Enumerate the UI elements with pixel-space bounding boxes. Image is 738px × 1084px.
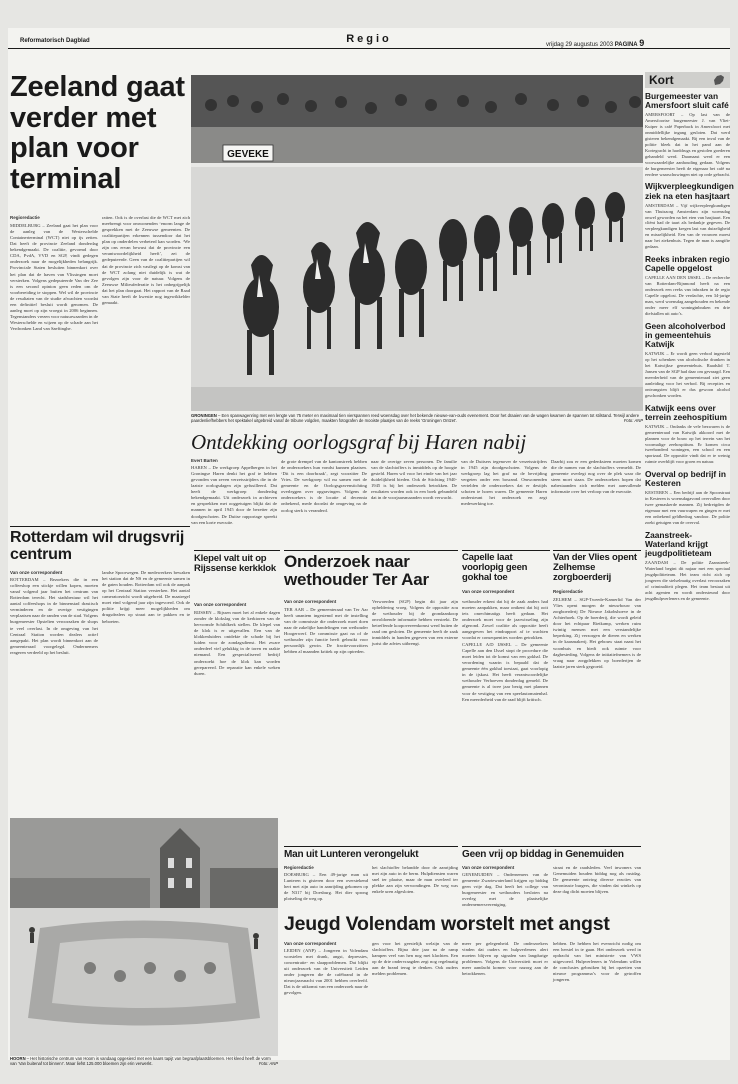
hoorn-photo-credit: Foto: ANP bbox=[258, 1061, 278, 1067]
lunteren-kicker: Regioredactie bbox=[284, 865, 314, 870]
oorlogsgraf-column-5: Daarbij zou er een gedenksteen moeten komen die de namen van de slachtoffers vermeldt. De gemeente overlegt nog over de plek waar die steen moet staan. De onderzoekers hopen dat nabestaanden zich melden met aanvullende informatie over het verloop van de executie. bbox=[551, 459, 641, 495]
klepel-text: RIJSSEN – Rijssen moet het al enkele dagen zonder de klokslag van de kerktoren van de hervormde Schildkerk stellen. De klepel van de klok is er uitgevallen. Een van de klokkenluiders ontdekte de schade bij het luiden voor de zondagsdienst. Het zware onderdeel viel gelukkig in de toren en raakte niemand. Een gespecialiseerd bedrijf onderzoekt hoe de klok kan worden gerepareerd. De reparatie kan enkele weken duren. bbox=[194, 610, 280, 676]
kort-item-4-headline: Geen alcoholverbod in gemeentehuis Katwijk bbox=[645, 320, 726, 349]
kort-item-5 bbox=[645, 404, 730, 466]
dateline-date: vrijdag 29 augustus 2003 bbox=[546, 42, 614, 48]
oorlogsgraf-column-4: van de Duitsers tegenover de verzetsstrijders in 1945 zijn doodgeschoten. Volgens de werkgroep lag het graf na de bevrijding vergeten onder een bosrand. Omwonenden vertelden de onderzoekers dat er destijds schoten te horen waren. De gemeente Haren ondersteunt het onderzoek en zegt medewerking toe. bbox=[461, 459, 547, 507]
photo-caption bbox=[191, 413, 643, 424]
kort-item-2-text: AMSTERDAM – Vijf wijkverpleegkundigen van Thuiszorg Amsterdam zijn woensdag onwel geworden na het eten van hasjtaart. Een cliënt had de taart als bedankje gegeven. De verpleegkundigen kregen last van duizeligheid en misselijkheid. Een van de vrouwen moest naar het ziekenhuis. Tegen de man is aangifte gedaan. bbox=[645, 202, 730, 250]
section-title: Regio bbox=[346, 33, 392, 45]
oorlogsgraf-column-2: de grote drempel van de kantonstreek hebben de onderzoekers hun vondst kunnen plaatsen. ‘Dit is een doorbraak’, zegt voorzitter De Vries. De werkgroep wil nu samen met de gemeente en de Oorlogsgravenstichting overleggen over opgravingen. Volgens de onderzoekers is de locatie al decennia onbekend, mede doordat de omgeving na de oorlog sterk is veranderd. bbox=[281, 459, 367, 513]
kort-item-5-headline: Katwijk eens over terrein zeehospitium bbox=[645, 402, 727, 422]
oorlogsgraf-headline-box bbox=[191, 430, 643, 456]
lunteren-column-2: het slachtoffer belandde door de aanrijding met zijn auto in de berm. Hulpdiensten waren snel ter plaatse, maar de man overleed ter plekke aan zijn verwondingen. De weg was enkele uren afgesloten. bbox=[372, 865, 458, 895]
capelle-rule bbox=[462, 550, 550, 551]
volendam-column-1: LEIDEN (ANP) – Jongeren in Volendam worstelen met drank, angst, depressies, concentratie- en slaapproblemen. Dat blijkt uit onderzoek van de Universiteit Leiden onder jongeren die de cafébrand in de nieuwjaarsnacht van 2001 hebben overleefd. Dat is de uitkomst van een onderzoek naar de gevolgen. bbox=[284, 948, 368, 996]
lunteren-headline-box bbox=[284, 850, 458, 863]
kort-item-1-text: AMERSFOORT – Op last van de Amersfoortse burgemeester J. van Vliet-Kuiper is café Paperback in Amersfoort met onmiddellijke ingang gesloten. Dat werd gisteren bekendgemaakt. Bij een inval van de politie bleek dat in het pand aan de Kortegracht in harddrugs en gestolen goederen gehandeld werd. Daarnaast werd er een voorwaardelijke aanhouding gedaan. Volgens de burgemeester heeft de eigenaar het café na eerdere waarschuwingen niet op orde gebracht. bbox=[645, 112, 730, 177]
kort-item-2-headline: Wijkverpleegkundigen ziek na eten hasjtaart bbox=[645, 181, 734, 201]
lead-headline-box bbox=[10, 72, 190, 212]
oorlogsgraf-headline: Ontdekking oorlogsgraf bij Haren nabij bbox=[191, 430, 527, 454]
kort-item-4 bbox=[645, 322, 730, 399]
kort-title: Kort bbox=[649, 73, 674, 87]
page-label: PAGINA bbox=[614, 42, 638, 48]
hoorn-caption-text: – Het historische centrum van Hoorn is vandaag opgesierd met een kaars tapijt van begraafplaatsbloemen. Het kleed heeft de vorm van ‘Van buitenaf tot binnen!’. Maar liefst 125.000 bloemen zijn erin verwerkt. bbox=[10, 1056, 271, 1067]
rotterdam-column-2: landse Spoorwegen. De medewerkers bewaken het station dat de NS en de gemeente samen in de gaten houden. Rotterdam wil ook de aanpak op het Centraal Station versterken. Het aantal cameratoezicht wordt uitgebreid. De maatregel moet eind volgend jaar zijn ingevoerd. Ook de politie krijgt meer mogelijkheden om drugsdealers op straat aan te pakken en te beboeten. bbox=[102, 570, 190, 624]
ter-aar-column-2: Verwoerden (SGP) begin dit jaar zijn opheldering vroeg. Volgens de oppositie zou de wethouder bij de grondaankoop onvoldoende informatie hebben verstrekt. De betreffende koopovereenkomst werd buiten de raad om gesloten. De gemeente heeft de zaak inmiddels in handen gegeven van een externe jurist die advies uitbrengt. bbox=[372, 599, 458, 647]
kort-item-1-headline: Burgemeester van Amersfoort sluit café bbox=[645, 91, 729, 111]
kort-item-3-headline: Reeks inbraken regio Capelle opgelost bbox=[645, 254, 730, 274]
rotterdam-kicker: Van onze correspondent bbox=[10, 570, 63, 575]
kort-column bbox=[645, 91, 734, 1084]
van-der-vlies-kicker: Regioredactie bbox=[553, 589, 583, 594]
kort-item-3 bbox=[645, 255, 730, 317]
kort-item-1 bbox=[645, 92, 730, 177]
hoorn-photo bbox=[10, 818, 278, 1056]
biddag-rule bbox=[462, 846, 641, 847]
van-der-vlies-headline: Van der Vlies opent Zelhemse zorgboerderij bbox=[553, 552, 637, 584]
biddag-headline-box bbox=[462, 850, 641, 863]
hoorn-caption-label: HOORN bbox=[10, 1056, 26, 1061]
page-number: 9 bbox=[639, 38, 645, 48]
horse-race-image bbox=[191, 75, 643, 411]
volendam-headline: Jeugd Volendam worstelt met angst bbox=[284, 913, 610, 935]
biddag-column-1: GENEMUIDEN – Ondernemers van de gemeente Zwartewaterland krijgen op biddag geen vrije dag. Dat heeft het college van burgemeester en wethouders besloten na overleg met de plaatselijke ondernemersvereniging. bbox=[462, 872, 548, 908]
kort-item-4-text: KATWIJK – Er wordt geen verbod ingesteld op het schenken van alcoholische dranken in het Katwijkse gemeentehuis. Raadslid T. Jansen van de SGP had daar om gevraagd. Een meerderheid van de gemeenteraad ziet geen aanleiding voor het verbod. Bij recepties en ontvangsten blijft er dus gewoon alcohol geschonken worden. bbox=[645, 351, 730, 398]
ter-aar-rule bbox=[284, 550, 458, 551]
biddag-kicker: Van onze correspondent bbox=[462, 865, 515, 870]
van-der-vlies-headline-box bbox=[553, 553, 641, 587]
lead-kicker: Regioredactie bbox=[10, 215, 40, 220]
oorlogsgraf-column-1: HAREN – De werkgroep Appelbergen in het Groningse Haren denkt het graf te hebben gevonden van zeven verzetsstrijders die in de laatste oorlogsdagen zijn gefusilleerd. Dat heeft de werkgroep donderdag bekendgemaakt. Uit onderzoek in archieven en gesprekken met ooggetuigen blijkt dat de mannen in april 1945 door de bezetter zijn doodgeschoten. De Duitse rapportage spreekt van een korte executie. bbox=[191, 465, 277, 525]
volendam-column-4: hebben. De hebben het evenwicht nodig om een herstel in te gaan. Het onderzoek werd in opdracht van het ministerie van VWS uitgevoerd. Hulpverleners in Volendam willen de conclusies gebruiken bij het opzetten van nieuwe programma’s voor de getroffen jongeren. bbox=[553, 941, 641, 983]
lead-headline: Zeeland gaat verder met plan voor terminal bbox=[10, 71, 185, 196]
volendam-column-2: gen voor het geestelijk welzijn van de slachtoffers. Bijna drie jaar na de ramp kampen veel van hen nog met klachten. Een op de drie ondervraagden zegt nog regelmatig aan de brand terug te denken. Ook ouders melden problemen. bbox=[372, 941, 458, 977]
biddag-column-2: straat en de raadsleden. Veel inwoners van Genemuiden houden biddag nog als rustdag. De gemeente ontving diverse reacties van verontruste burgers, die vinden dat winkels op deze dag dicht moeten blijven. bbox=[553, 865, 641, 895]
lunteren-headline: Man uit Lunteren verongelukt bbox=[284, 849, 419, 860]
kort-item-7-headline: Zaanstreek-Waterland krijgt jeugdpolitieteam bbox=[645, 530, 712, 559]
klepel-headline-box bbox=[194, 554, 280, 598]
rotterdam-headline: Rotterdam wil drugsvrij centrum bbox=[10, 529, 185, 563]
geveke-banner: GEVEKE bbox=[227, 149, 269, 160]
kort-item-5-text: KATWIJK – Ondanks de vele bezwaren is de gemeenteraad van Katwijk akkoord met de plannen voor de bouw op het terrein van het voormalige zeehospitium. Er komen circa tweehonderd woningen, een school en een sportzaal. De oppositie vindt dat er te weinig ruimte overblijft voor groen en natuur. bbox=[645, 423, 730, 465]
hoorn-photo-caption bbox=[10, 1056, 278, 1067]
photo-caption-label: GRONINGEN bbox=[191, 413, 217, 418]
kort-item-7 bbox=[645, 531, 730, 602]
kort-item-2 bbox=[645, 181, 734, 250]
header-rule bbox=[8, 48, 730, 49]
dateline bbox=[546, 38, 644, 48]
lunteren-rule bbox=[284, 846, 458, 847]
photo-credit: Foto: ANP bbox=[623, 418, 643, 424]
rotterdam-rule bbox=[10, 526, 190, 527]
ter-aar-headline: Onderzoek naar wethouder Ter Aar bbox=[284, 552, 429, 590]
volendam-headline-box bbox=[284, 914, 641, 940]
capelle-headline-box bbox=[462, 553, 550, 587]
ter-aar-kicker: Van onze correspondent bbox=[284, 599, 337, 604]
lead-column-1: MIDDELBURG – Zeeland gaat het plan voor de aanleg van de Westerschelde Containerterminal (WCT) niet op ijs zetten. Dat heeft de provincie Zeeland donderdag bekendgemaakt. De coalitie, gevormd door CDA, PvdA, VVD en SGP, vindt gedegen onderzoek naar de mogelijkheden belangrijk. Provinciale Staten besluiten binnenkort over het plan dat de haven van Vlissingen moet versterken. Volgens gedeputeerde Van der Zee is een second opinion geen reden om de voorbereiding te stoppen. Wel wil de provincie de resultaten van de studie afwachten voordat een definitief besluit wordt genomen. De aanleg moet op zijn vroegst in 2006 beginnen. Tegenstanders vrezen voor natuurwaarden in de Westerschelde en wijzen op de schade aan het Verdronken Land van Saeftinghe. bbox=[10, 223, 98, 332]
capelle-headline: Capelle laat voorlopig geen gokhal toe bbox=[462, 552, 528, 584]
hoorn-flower-carpet-image bbox=[10, 818, 278, 1056]
volendam-column-3: meer per gelegenheid. De onderzoekers vinden dat ouders en hulpverleners alert moeten blijven op signalen van langdurige problemen. Volgens de Universiteit moet er meer aandacht komen voor nazorg aan de betrokkenen. bbox=[462, 941, 548, 977]
rotterdam-headline-box bbox=[10, 530, 190, 568]
kort-item-6 bbox=[645, 470, 730, 526]
oorlogsgraf-kicker: Evert Barten bbox=[191, 458, 218, 463]
biddag-headline: Geen vrij op biddag in Genemuiden bbox=[462, 849, 624, 860]
lead-column-2: ratten. Ook is de overlast die de WCT met zich meebrengt voor omwonenden ‘enorm lange de gesprekken met de Zeeuwse gemeenten. De coalitiepartijen erkennen tussendoor dat het plan op onderdelen verbeterd kan worden. ‘We zijn ons ervan bewust dat de provincie een verantwoordelijkheid heeft’, zei de gedeputeerde. Geen van de coalitiepartijen wil dat de provincie zich vastlegt op de komst van de WCT zolang niet duidelijk is wat de gevolgen zijn voor de natuur. Volgens de Zeeuwse Milieufederatie is het onbegrijpelijk dat het plan doorgaat. Het rapport van de Raad van State heeft de kwestie nog ingewikkelder gemaakt. bbox=[102, 215, 190, 305]
capelle-text: CAPELLE A/D IJSSEL – De gemeente Capelle aan den IJssel stopt de procedure die moet leiden tot de komst van een gokhal. De verordening waarin is bepaald dat de gemeente één gokhal toestaat, gaat voorlopig in de ijskast. Het heeft verantwoordelijke wethouder Verhoeven donderdag gemeld. De gemeente is al twee jaar bezig met plannen voor de vestiging van een speelautomatenhal. Een meerderheid van de raad blijft kritisch. bbox=[462, 642, 548, 702]
ter-aar-column-3: wethouder erkent dat hij de zaak anders had moeten aanpakken, maar ontkent dat hij ooit iets onrechtmatigs heeft gedaan. Het onderzoek moet voor de jaarwisseling zijn afgerond. Zowel coalitie als oppositie heeft aangegeven het eindrapport af te wachten voordat er consequenties worden getrokken. bbox=[462, 599, 548, 641]
van-der-vlies-rule bbox=[553, 550, 641, 551]
photo-caption-text: – Een spanwagenring met een lengte van 75 meter en maximaal tien vierspannen reed woensdag over het bekende nieuwe-van-ouds evenement. Door het draaien van de wagen kwamen de spannen tot stilstand. Terwijl andere paardenliefhebbers het spektakel uitgebreid vanaf de tribune volgden, maakten fotografen de mooiste plaatjes van de reeks ‘Groningen Ontzet’. bbox=[191, 413, 640, 424]
lunteren-column-1: DOESBURG – Een 49-jarige man uit Lunteren is gisteren door een overstekend hert met zijn auto in aanrijding gekomen op de N317 bij Doesburg. Het dier sprong plotseling de weg op. bbox=[284, 872, 368, 902]
klepel-rule bbox=[194, 550, 280, 551]
kort-item-7-text: ZAANDAM – De politie Zaanstreek-Waterland begint dit najaar met een speciaal jeugdpolitieteam. Het team richt zich op jongeren die stelselmatig overlast veroorzaken of criminaliteit plegen. Het team bestaat uit acht agenten en wordt ondersteund door jeugdhulpverleners en de gemeente. bbox=[645, 560, 730, 601]
netherlands-map-icon bbox=[712, 74, 726, 86]
ter-aar-headline-box bbox=[284, 553, 458, 597]
rotterdam-column-1: ROTTERDAM – Bezoekers die in een coffeeshop een stickje willen kopen, moeten vanaf volgend jaar buiten het centrum van Rotterdam terecht. Het stadsbestuur wil het aantal coffeeshops in de binnenstad drastisch verminderen en de overige vestigingen verplaatsen naar de randen van de stad. Volgens burgemeester Opstelten veroorzaken de shops te veel overlast. In de omgeving van het Centraal Station worden dealers actief aangepakt. Het plan wordt binnenkort aan de gemeenteraad voorgelegd. Ondernemers reageren verdeeld op het besluit. bbox=[10, 577, 98, 655]
klepel-kicker: Van onze correspondent bbox=[194, 602, 247, 607]
horse-race-photo bbox=[191, 75, 643, 411]
ter-aar-column-1: TER AAR – De gemeenteraad van Ter Aar heeft unaniem ingestemd met de instelling van de commissie die onderzoek moet doen naar de zakelijke handelingen van wethouder Hoogerwerf. De commissie gaat na of de wethouder zijn functie heeft gebruikt voor persoonlijk gewin. De fractievoorzitters hebben al maanden kritiek op zijn optreden. bbox=[284, 607, 368, 655]
kort-item-6-headline: Overval op bedrijf in Kesteren bbox=[645, 469, 726, 489]
kort-item-3-text: CAPELLE AAN DEN IJSSEL – De recherche van Rotterdam-Rijnmond heeft na een onderzoek een reeks van inbraken in de regio Capelle opgelost. De verdachte, een 34-jarige man, werd woensdag aangehouden en bekende onder meer elf woninginbraken en drie diefstallen uit auto’s. bbox=[645, 275, 730, 316]
volendam-kicker: Van onze correspondent bbox=[284, 941, 337, 946]
kort-item-6-text: KESTEREN – Een bedrijf aan de Spoorstraat in Kesteren is woensdagavond overvallen door twee gemaskerde mannen. Zij bedreigden de eigenaar met een vuurwapen en gingen er met een onbekend geldbedrag vandoor. De politie zoekt getuigen van de overval. bbox=[645, 490, 730, 526]
van-der-vlies-text: ZELHEM – SGP-Tweede-Kamerlid Van der Vlies opent morgen de nieuwbouw van zorgboerderij De Nieuwe Jakobshoeve in de Achterhoek. Op de boerderij, die wordt geleid door het echtpaar Rietkamp, werken ruim twintig mensen met een verstandelijke beperking. Zij verzorgen de dieren en werken in de kaasmakerij. Het gebouw staat naast het woonhuis en biedt ook ruimte voor dagbesteding. Volgens de initiatiefnemers is de vraag naar zorgplekken op boerderijen de laatste jaren sterk gegroeid. bbox=[553, 597, 641, 669]
paper-sheet bbox=[8, 28, 734, 1067]
capelle-kicker: Van onze correspondent bbox=[462, 589, 515, 594]
kort-header bbox=[645, 72, 730, 88]
klepel-headline: Klepel valt uit op Rijssense kerkklok bbox=[194, 553, 276, 575]
paper-name: Reformatorisch Dagblad bbox=[20, 38, 90, 44]
oorlogsgraf-column-3: naar de overige zeven personen. De familie van de slachtoffers is inmiddels op de hoogte gesteld. Haren wil voor het einde van het jaar duidelijkheid bieden. Ook de Stichting 1940-1945 is bij het onderzoek betrokken. De resultaten worden ook in een boek gebundeld dat in de voorjaarsmaanden wordt verwacht. bbox=[371, 459, 457, 501]
